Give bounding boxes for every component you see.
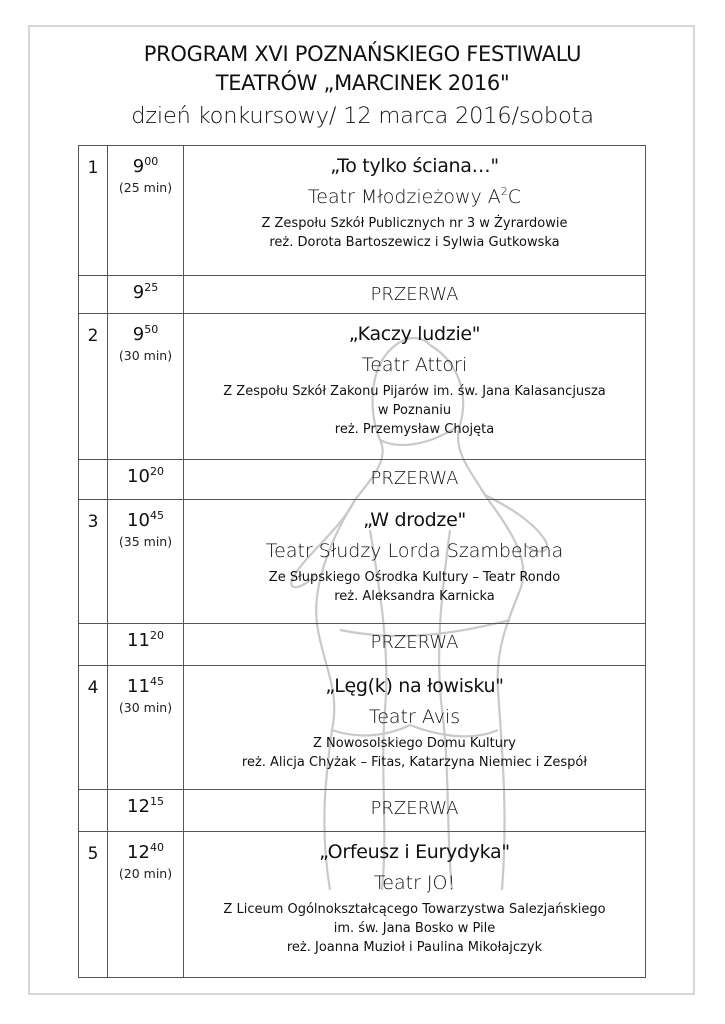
theatre-name: Teatr Avis (368, 706, 461, 728)
header-line-2: TEATRÓW „MARCINEK 2016" (215, 71, 510, 95)
performance-info (184, 146, 646, 276)
program-table (78, 145, 646, 978)
performance-number: 3 (79, 500, 108, 624)
start-time: $9^{50}$ (132, 323, 159, 345)
break-label: PRZERWA (184, 460, 646, 500)
time-cell (108, 314, 184, 460)
theatre-name: Teatr Słudzy Lorda Szambelana (265, 540, 564, 562)
performance-number: 1 (79, 146, 108, 276)
organization: Ze Słupskiego Ośrodka Kultury – Teatr Rondo (268, 570, 561, 585)
director: reż. Aleksandra Karnicka (334, 589, 495, 604)
break-time: $10^{20}$ (108, 460, 184, 500)
performance-number: 2 (79, 314, 108, 460)
table-row (79, 666, 646, 790)
time-cell (108, 500, 184, 624)
break-label: PRZERWA (184, 790, 646, 832)
break-time: $9^{25}$ (108, 276, 184, 314)
time-cell (108, 832, 184, 978)
organization: Z Nowosolskiego Domu Kultury (313, 736, 516, 751)
table-row (79, 832, 646, 978)
play-title: „W drodze" (363, 509, 466, 531)
performance-number: 5 (79, 832, 108, 978)
table-row (79, 500, 646, 624)
performance-info (184, 832, 646, 978)
play-title: „Lęg(k) na łowisku" (325, 675, 504, 697)
table-row (79, 314, 646, 460)
director: reż. Przemysław Chojęta (334, 422, 495, 437)
break-time: $12^{15}$ (108, 790, 184, 832)
play-title: „Orfeusz i Eurydyka" (319, 841, 510, 863)
break-time: $11^{20}$ (108, 624, 184, 666)
duration: (30 min) (118, 700, 173, 715)
header-line-3: dzień konkursowy/ 12 marca 2016/sobota (131, 103, 594, 129)
table-row (79, 790, 646, 832)
organization: im. św. Jana Bosko w Pile (333, 921, 496, 936)
break-label: PRZERWA (184, 624, 646, 666)
start-time: $12^{40}$ (127, 841, 164, 863)
theatre-name: Teatr Młodzieżowy $A^2C$ (307, 185, 522, 208)
director: reż. Dorota Bartoszewicz i Sylwia Gutkowska (269, 235, 560, 250)
organization: Z Zespołu Szkół Publicznych nr 3 w Żyrardowie (261, 216, 568, 231)
header-line-1: PROGRAM XVI POZNAŃSKIEGO FESTIWALU (143, 42, 582, 66)
start-time: $9^{00}$ (132, 155, 159, 177)
duration: (20 min) (118, 866, 173, 881)
start-time: $11^{45}$ (127, 675, 164, 697)
start-time: $10^{45}$ (127, 509, 164, 531)
duration: (35 min) (118, 534, 173, 549)
time-cell (108, 666, 184, 790)
organization: Z Liceum Ogólnokształcącego Towarzystwa Salezjańskiego (223, 902, 606, 917)
director: reż. Alicja Chyżak – Fitas, Katarzyna Niemiec i Zespół (241, 755, 588, 770)
table-row (79, 276, 646, 314)
organization: w Poznaniu (377, 403, 452, 418)
time-cell (108, 146, 184, 276)
play-title: „To tylko ściana…" (330, 155, 499, 177)
table-row (79, 146, 646, 276)
performance-info (184, 500, 646, 624)
play-title: „Kaczy ludzie" (348, 323, 481, 345)
director: reż. Joanna Muzioł i Paulina Mikołajczyk (286, 940, 543, 955)
table-row (79, 624, 646, 666)
header (0, 40, 725, 133)
break-label: PRZERWA (184, 276, 646, 314)
theatre-name: Teatr Attori (361, 354, 468, 376)
table-row (79, 460, 646, 500)
performance-number: 4 (79, 666, 108, 790)
duration: (25 min) (118, 180, 173, 195)
theatre-name: Teatr JO! (373, 872, 456, 894)
duration: (30 min) (118, 348, 173, 363)
organization: Z Zespołu Szkół Zakonu Pijarów im. św. Jana Kalasancjusza (223, 384, 606, 399)
performance-info (184, 666, 646, 790)
performance-info (184, 314, 646, 460)
